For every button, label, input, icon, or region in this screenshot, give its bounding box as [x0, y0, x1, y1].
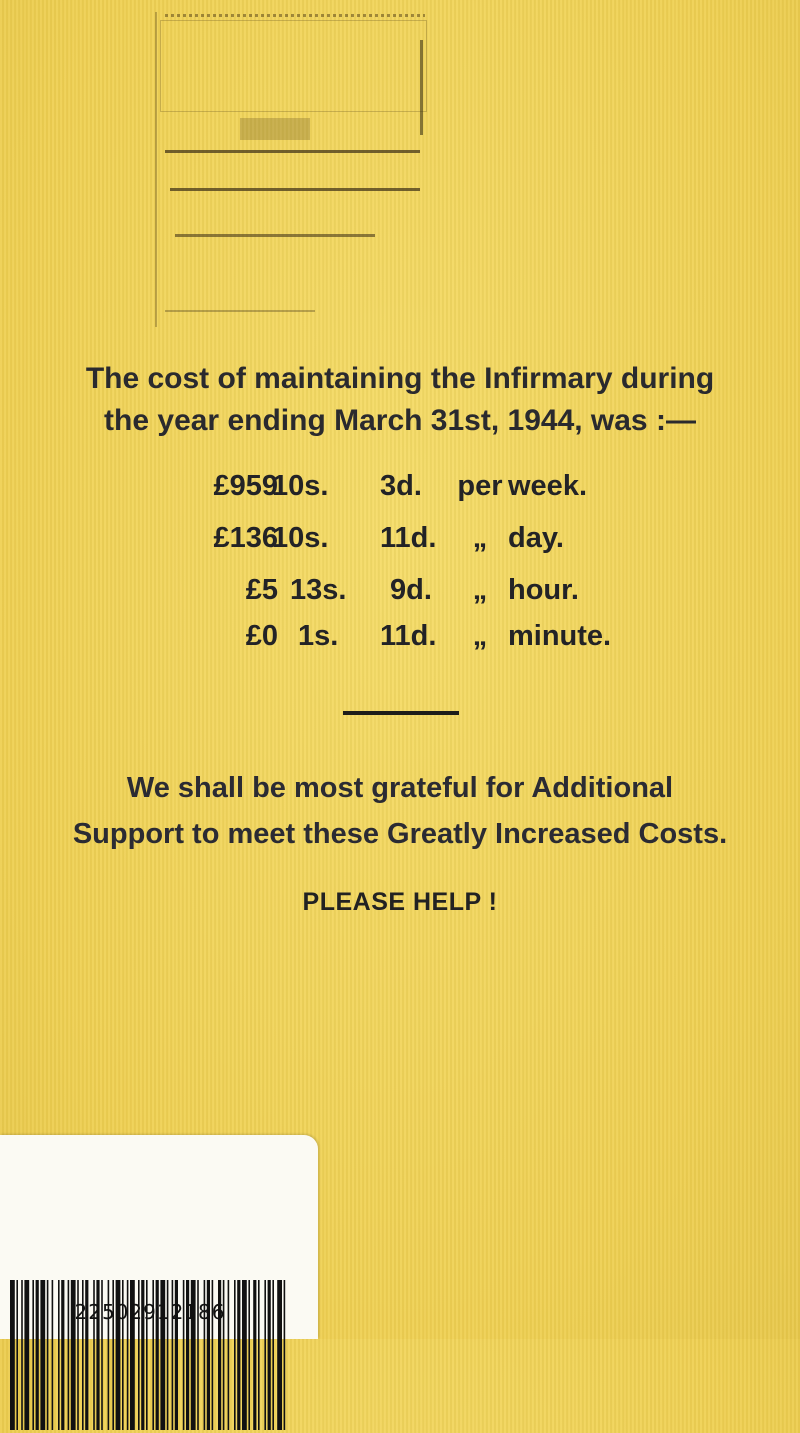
headline-line-1: The cost of maintaining the Infirmary during	[85, 362, 715, 395]
cost-per: per	[457, 470, 503, 502]
cost-pounds: £0	[245, 620, 278, 652]
headline-line-2: the year ending March 31st, 1944, was :—	[104, 404, 696, 437]
cost-shillings: 10s.	[272, 522, 329, 554]
cost-ditto: „	[472, 620, 488, 652]
cost-shillings: 13s.	[290, 574, 347, 606]
appeal-line-1: We shall be most grateful for Additional	[126, 772, 674, 804]
cost-ditto: „	[472, 522, 488, 554]
please-help-text: PLEASE HELP !	[302, 888, 498, 916]
cost-shillings: 1s.	[298, 620, 339, 652]
cost-shillings: 10s.	[272, 470, 329, 502]
cost-pence: 11d.	[380, 522, 437, 554]
cost-pence: 3d.	[380, 470, 422, 502]
barcode-number: 22502912186	[74, 1300, 226, 1324]
cost-unit: week.	[508, 470, 587, 502]
appeal-text	[60, 765, 740, 857]
cost-unit: minute.	[508, 620, 612, 652]
cost-pounds: £136	[213, 522, 278, 554]
cost-ditto: „	[472, 574, 488, 606]
cost-pence: 11d.	[380, 620, 437, 652]
section-divider	[343, 711, 459, 715]
cost-unit: hour.	[508, 574, 579, 606]
cost-pounds: £959	[213, 470, 278, 502]
cost-pounds: £5	[245, 574, 278, 606]
cost-headline	[60, 358, 740, 442]
cost-unit: day.	[508, 522, 564, 554]
appeal-line-2: Support to meet these Greatly Increased Costs.	[72, 818, 728, 850]
cost-pence: 9d.	[390, 574, 432, 606]
